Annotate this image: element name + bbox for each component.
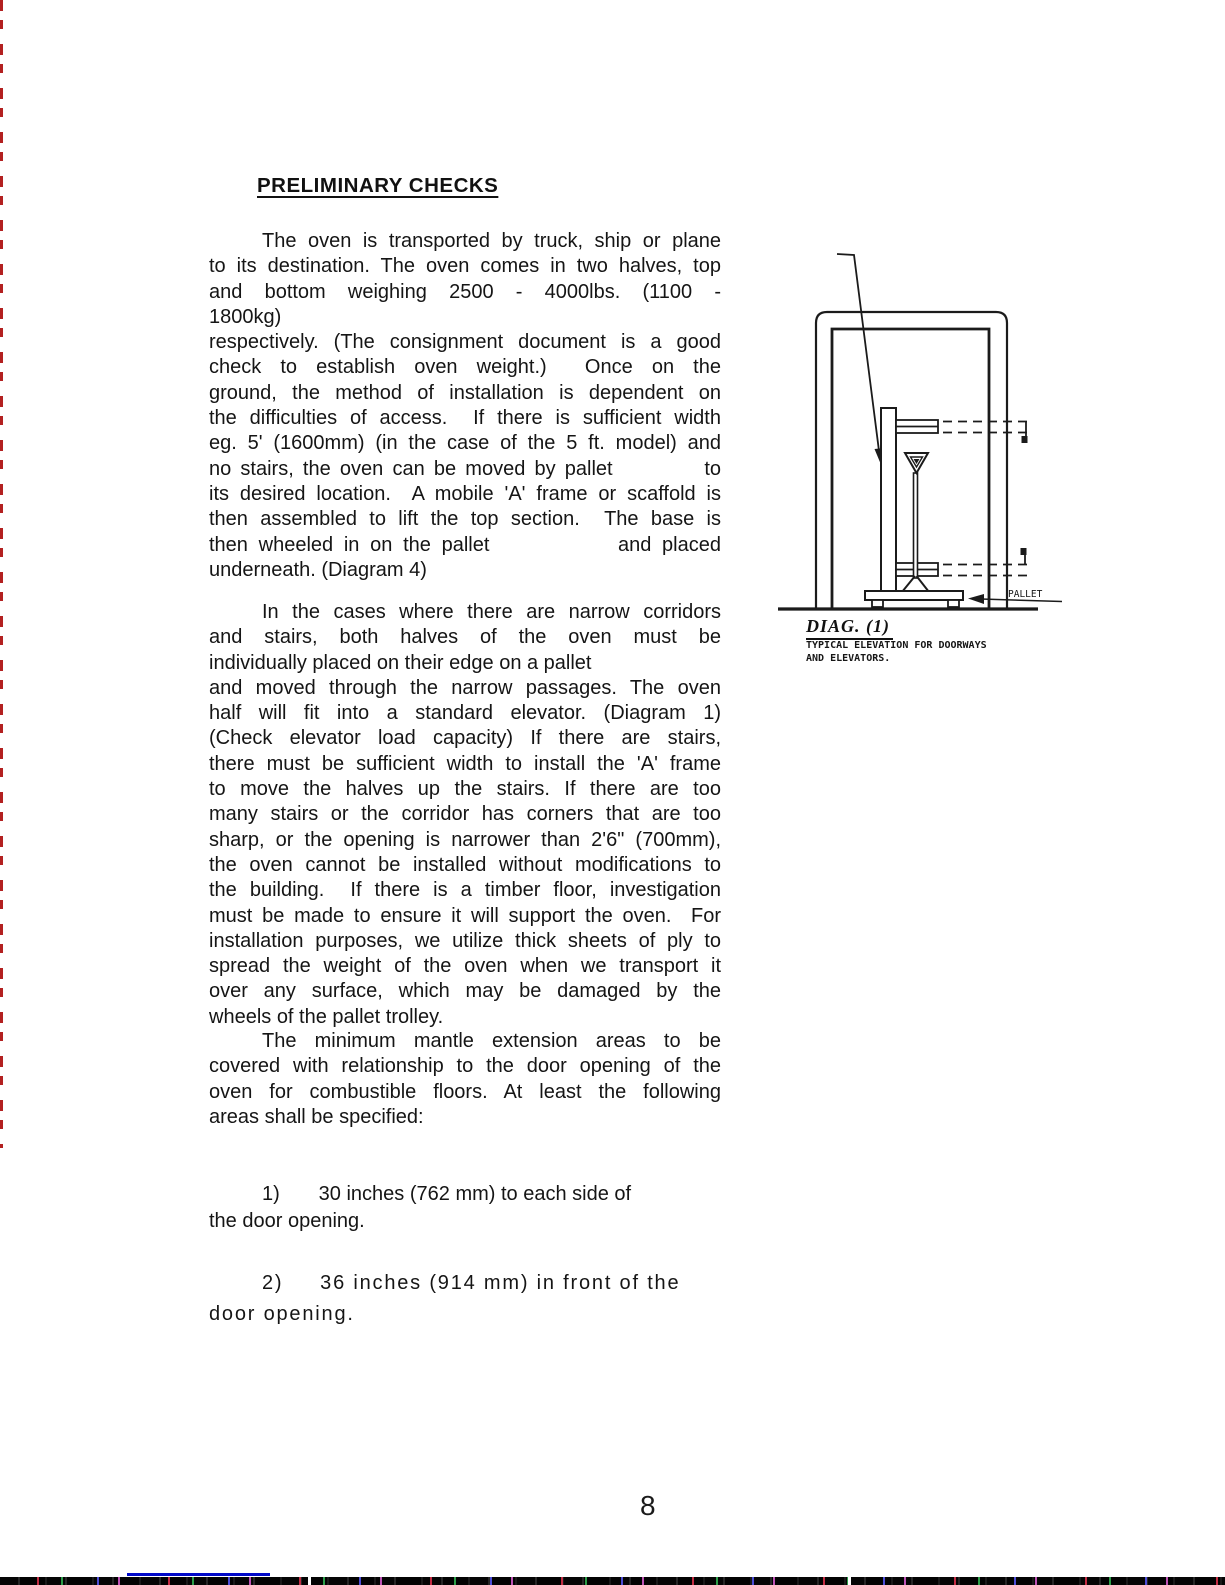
pallet-label: PALLET [1008,589,1043,600]
elevation-diagram [765,245,1075,675]
text-line: no stairs, the oven can be moved by pallet to [209,457,721,480]
text-line: many stairs or the corridor has corners that are too [209,803,721,826]
text-line: covered with relationship to the door opening of the [209,1055,721,1078]
paragraph-mantle-extension [209,1029,721,1130]
text-line: the building. If there is a timber floor, investigation [209,879,721,902]
diagram-caption-line: AND ELEVATORS. [806,652,891,664]
text-line: individually placed on their edge on a pallet [209,651,592,674]
text-line: to its destination. The oven comes in two halves, top [209,255,721,278]
text-line: there must be sufficient width to install the 'A' frame [209,752,721,775]
text-line: door opening. [209,1303,355,1325]
text-line: half will fit into a standard elevator. (Diagram 1) [209,702,721,725]
scan-artifact-blue-line [127,1573,270,1576]
oven-panel [881,408,896,592]
text-line: The minimum mantle extension areas to be [262,1030,721,1052]
text-line: 1) 30 inches (762 mm) to each side of [262,1183,632,1205]
text-line: ground, the method of installation is dependent on [209,381,721,404]
text-line: spread the weight of the oven when we transport it [209,955,721,978]
text-line: areas shall be specified: [209,1105,424,1128]
text-line: 2) 36 inches (914 mm) in front of the [262,1272,681,1294]
text-line: In the cases where there are narrow corridors [262,601,721,623]
text-line: and bottom weighing 2500 - 4000lbs. (1100 - [209,280,721,303]
pallet-base [865,591,963,607]
scan-artifact-left-dashes [0,0,3,1148]
list-item-2 [209,1268,721,1330]
diagram-caption-subtitle [806,640,987,665]
paragraph-narrow-corridors [209,600,721,1030]
text-line: its desired location. A mobile 'A' frame or scaffold is [209,482,721,505]
text-line: then assembled to lift the top section. The base is [209,508,721,531]
text-line: the oven cannot be installed without modifications to [209,853,721,876]
diagram-caption-title: DIAG. (1) [806,616,893,640]
text-line: must be made to ensure it will support the oven. For [209,904,721,927]
text-line: The oven is transported by truck, ship or plane [262,230,721,252]
text-line: and stairs, both halves of the oven must be [209,626,721,649]
pointer-arrow [837,254,885,467]
text-line: oven for combustible floors. At least the following [209,1080,721,1103]
page-number: 8 [640,1490,656,1521]
text-line: 1800kg) [209,305,282,328]
text-line: respectively. (The consignment document is a good [209,331,721,354]
list-item-1 [209,1181,721,1235]
text-line: installation purposes, we utilize thick sheets of ply to [209,929,721,952]
text-line: the difficulties of access. If there is sufficient width [209,407,721,430]
page-title: PRELIMINARY CHECKS [257,174,499,197]
text-line: then wheeled in on the pallet and placed [209,533,721,556]
text-line: check to establish oven weight.) Once on the [209,356,721,379]
text-line: underneath. (Diagram 4) [209,558,427,581]
text-line: over any surface, which may be damaged by the [209,980,721,1003]
diagram-caption-line: TYPICAL ELEVATION FOR DOORWAYS [806,640,987,651]
text-line: (Check elevator load capacity) If there are stairs, [209,727,721,750]
text-line: the door opening. [209,1210,365,1232]
text-line: to move the halves up the stairs. If there are too [209,778,721,801]
text-line: and moved through the narrow passages. The oven [209,676,721,699]
paragraph-transport [209,229,721,583]
text-line: eg. 5' (1600mm) (in the case of the 5 ft. model) and [209,432,721,455]
scan-artifact-noise-band [0,1577,1225,1585]
text-line: sharp, or the opening is narrower than 2'6" (700mm), [209,828,721,851]
text-line: wheels of the pallet trolley. [209,1005,444,1028]
